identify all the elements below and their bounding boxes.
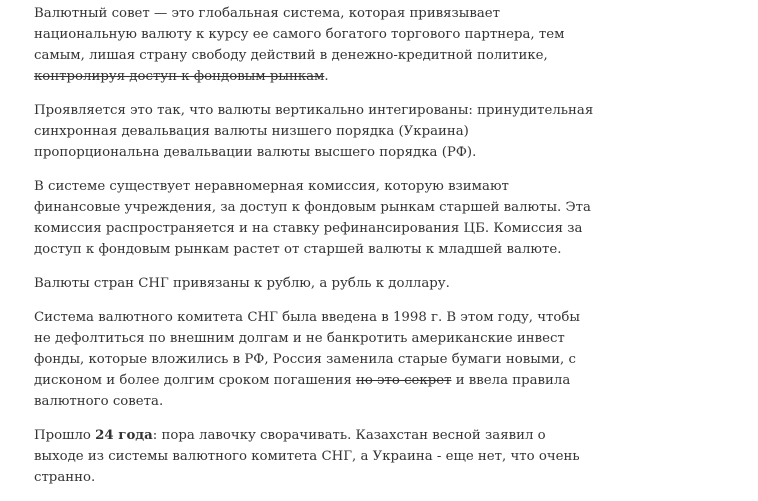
strikethrough-text: но это секрет (355, 373, 452, 388)
paragraph-vertical-integration (34, 100, 594, 163)
paragraph-text: В системе существует неравномерная комиссия, которую взимают финансовые учреждения, за доступ к фондовым рынкам старшей валюты. Эта комиссия распространяется и на ставку рефинансирования ЦБ. Комиссия за доступ к фондовым рынкам растет от старшей валюты к младшей валюте. (34, 179, 591, 257)
bold-text-24-years: 24 года (95, 428, 153, 443)
strikethrough-text: контролируя доступ к фондовым рынкам (34, 69, 325, 84)
paragraph-text-end: : пора лавочку сворачивать. Казахстан весной заявил о выходе из системы валютного комитета СНГ, а Украина - еще нет, что очень странно. (34, 428, 580, 485)
paragraph-commission (34, 176, 594, 260)
paragraph-kazakhstan-exit (34, 425, 594, 488)
paragraph-text: Валютный совет — это глобальная система, которая привязывает национальную валюту к курсу ее самого богатого торгового партнера, тем самым, лишая страну свободу действий в денежно-кредитной политике, (34, 6, 565, 63)
paragraph-currency-board-definition (34, 3, 594, 87)
paragraph-cis-peg (34, 273, 594, 294)
paragraph-text: Проявляется это так, что валюты вертикально интегированы: принудительная синхронная девальвация валюты низшего порядка (Украина) пропорциональна девальвации валюты высшего порядка (РФ). (34, 103, 594, 160)
article-body (34, 3, 594, 501)
paragraph-text-start: Прошло (34, 428, 96, 443)
paragraph-text: Валюты стран СНГ привязаны к рублю, а рубль к доллару. (34, 276, 450, 291)
paragraph-text-end: и ввела правила валютного совета. (34, 373, 571, 409)
paragraph-text: Система валютного комитета СНГ была введена в 1998 г. В этом году, чтобы не дефолтиться по внешним долгам и не банкротить американские инвест фонды, которые вложились в РФ, Россия заменила старые бумаги новыми, с дисконом и более долгим сроком погашения (34, 310, 580, 388)
paragraph-history-1998 (34, 307, 594, 412)
paragraph-text-end: . (324, 69, 329, 84)
